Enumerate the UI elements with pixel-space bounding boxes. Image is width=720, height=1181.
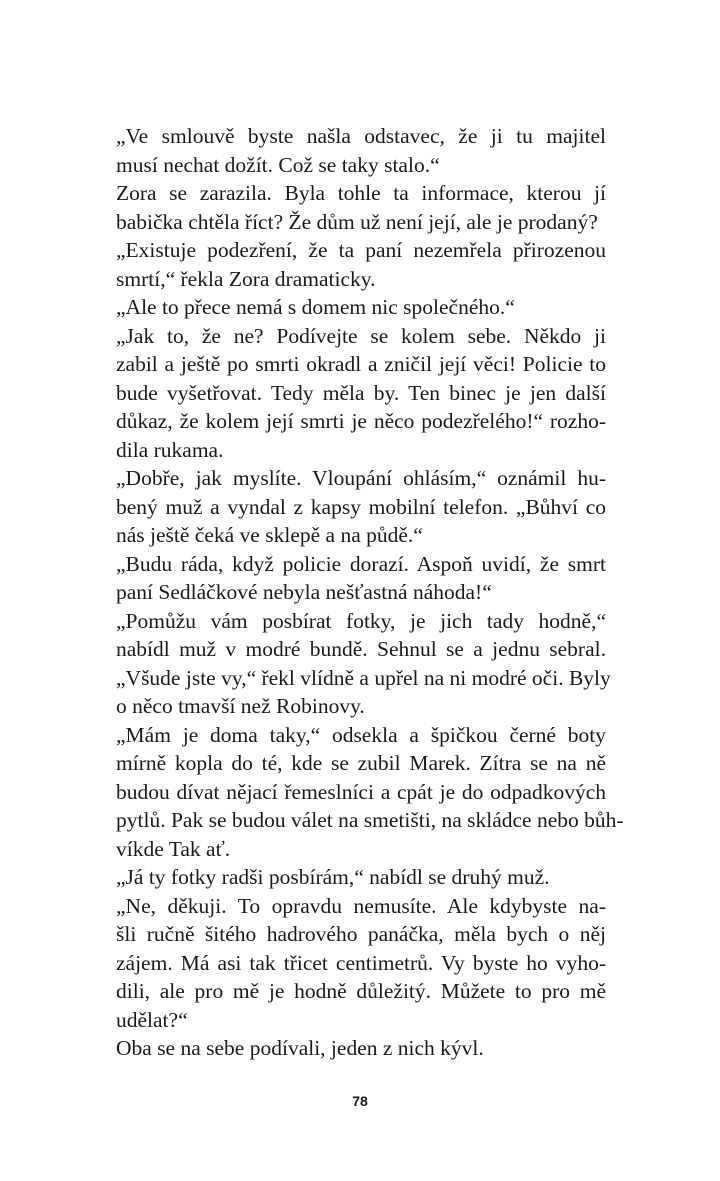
text-line: babička chtěla říct? Že dům už není její, ale je prodaný?	[116, 209, 598, 234]
text-line: udělat?“	[116, 1007, 188, 1032]
text-line: bený muž a vyndal z kapsy mobilní telefon. „Bůhví co	[116, 494, 606, 519]
text-line: „Existuje podezření, že ta paní nezemřela přirozenou	[116, 238, 606, 262]
text-line: „Ale to přece nemá s domem nic společného.“	[116, 295, 515, 319]
text-line: paní Sedláčkové nebyla nešťastná náhoda!“	[116, 580, 492, 604]
text-line: zabil a ještě po smrti okradl a zničil její věci! Policie to	[116, 352, 606, 376]
text-line: dila rukama.	[116, 437, 224, 462]
text-line: „Všude jste vy,“ řekl vlídně a upřel na ni modré oči. Byly	[116, 665, 611, 690]
text-line: důkaz, že kolem její smrti je něco podezřelého!“ rozho-	[116, 409, 606, 433]
text-line: nabídl muž v modré bundě. Sehnul se a jednu sebral.	[116, 637, 606, 661]
text-line: nás ještě čeká ve sklepě a na půdě.“	[116, 523, 423, 547]
text-line: mírně kopla do té, kde se zubil Marek. Zítra se na ně	[116, 751, 606, 775]
text-line: „Pomůžu vám posbírat fotky, je jich tady hodně,“	[116, 608, 606, 633]
text-line: „Ne, děkuji. To opravdu nemusíte. Ale kdybyste na-	[116, 893, 606, 918]
text-line: „Budu ráda, když policie dorazí. Aspoň uvidí, že smrt	[116, 551, 606, 576]
text-line: Zora se zarazila. Byla tohle ta informace, kterou jí	[116, 181, 606, 205]
text-line: musí nechat dožít. Což se taky stalo.“	[116, 152, 440, 177]
text-line: o něco tmavší než Robinovy.	[116, 694, 365, 718]
text-line: „Jak to, že ne? Podívejte se kolem sebe. Někdo ji	[116, 323, 606, 348]
text-line: „Dobře, jak myslíte. Vloupání ohlásím,“ oznámil hu-	[116, 466, 606, 490]
text-line: „Ve smlouvě byste našla odstavec, že ji tu majitel	[116, 124, 606, 148]
text-line: šli ručně šitého hadrového panáčka, měla bych o něj	[116, 922, 606, 946]
page-number: 78	[352, 1093, 368, 1109]
text-line: bude vyšetřovat. Tedy měla by. Ten binec je jen další	[116, 380, 606, 405]
text-line: dili, ale pro mě je hodně důležitý. Můžete to pro mě	[116, 979, 606, 1003]
text-line: Oba se na sebe podívali, jeden z nich kývl.	[116, 1036, 484, 1060]
text-line: víkde Tak ať.	[116, 836, 231, 861]
text-line: „Mám je doma taky,“ odsekla a špičkou černé boty	[116, 722, 606, 747]
text-line: budou dívat nějací řemeslníci a cpát je do odpadkových	[116, 779, 606, 804]
text-line: „Já ty fotky radši posbírám,“ nabídl se druhý muž.	[116, 865, 550, 889]
text-line: zájem. Má asi tak třicet centimetrů. Vy byste ho vyho-	[116, 950, 606, 975]
text-line: smrtí,“ řekla Zora dramaticky.	[116, 266, 376, 291]
body-text	[116, 122, 624, 1063]
text-line: pytlů. Pak se budou válet na smetišti, na skládce nebo bůh-	[116, 808, 624, 832]
